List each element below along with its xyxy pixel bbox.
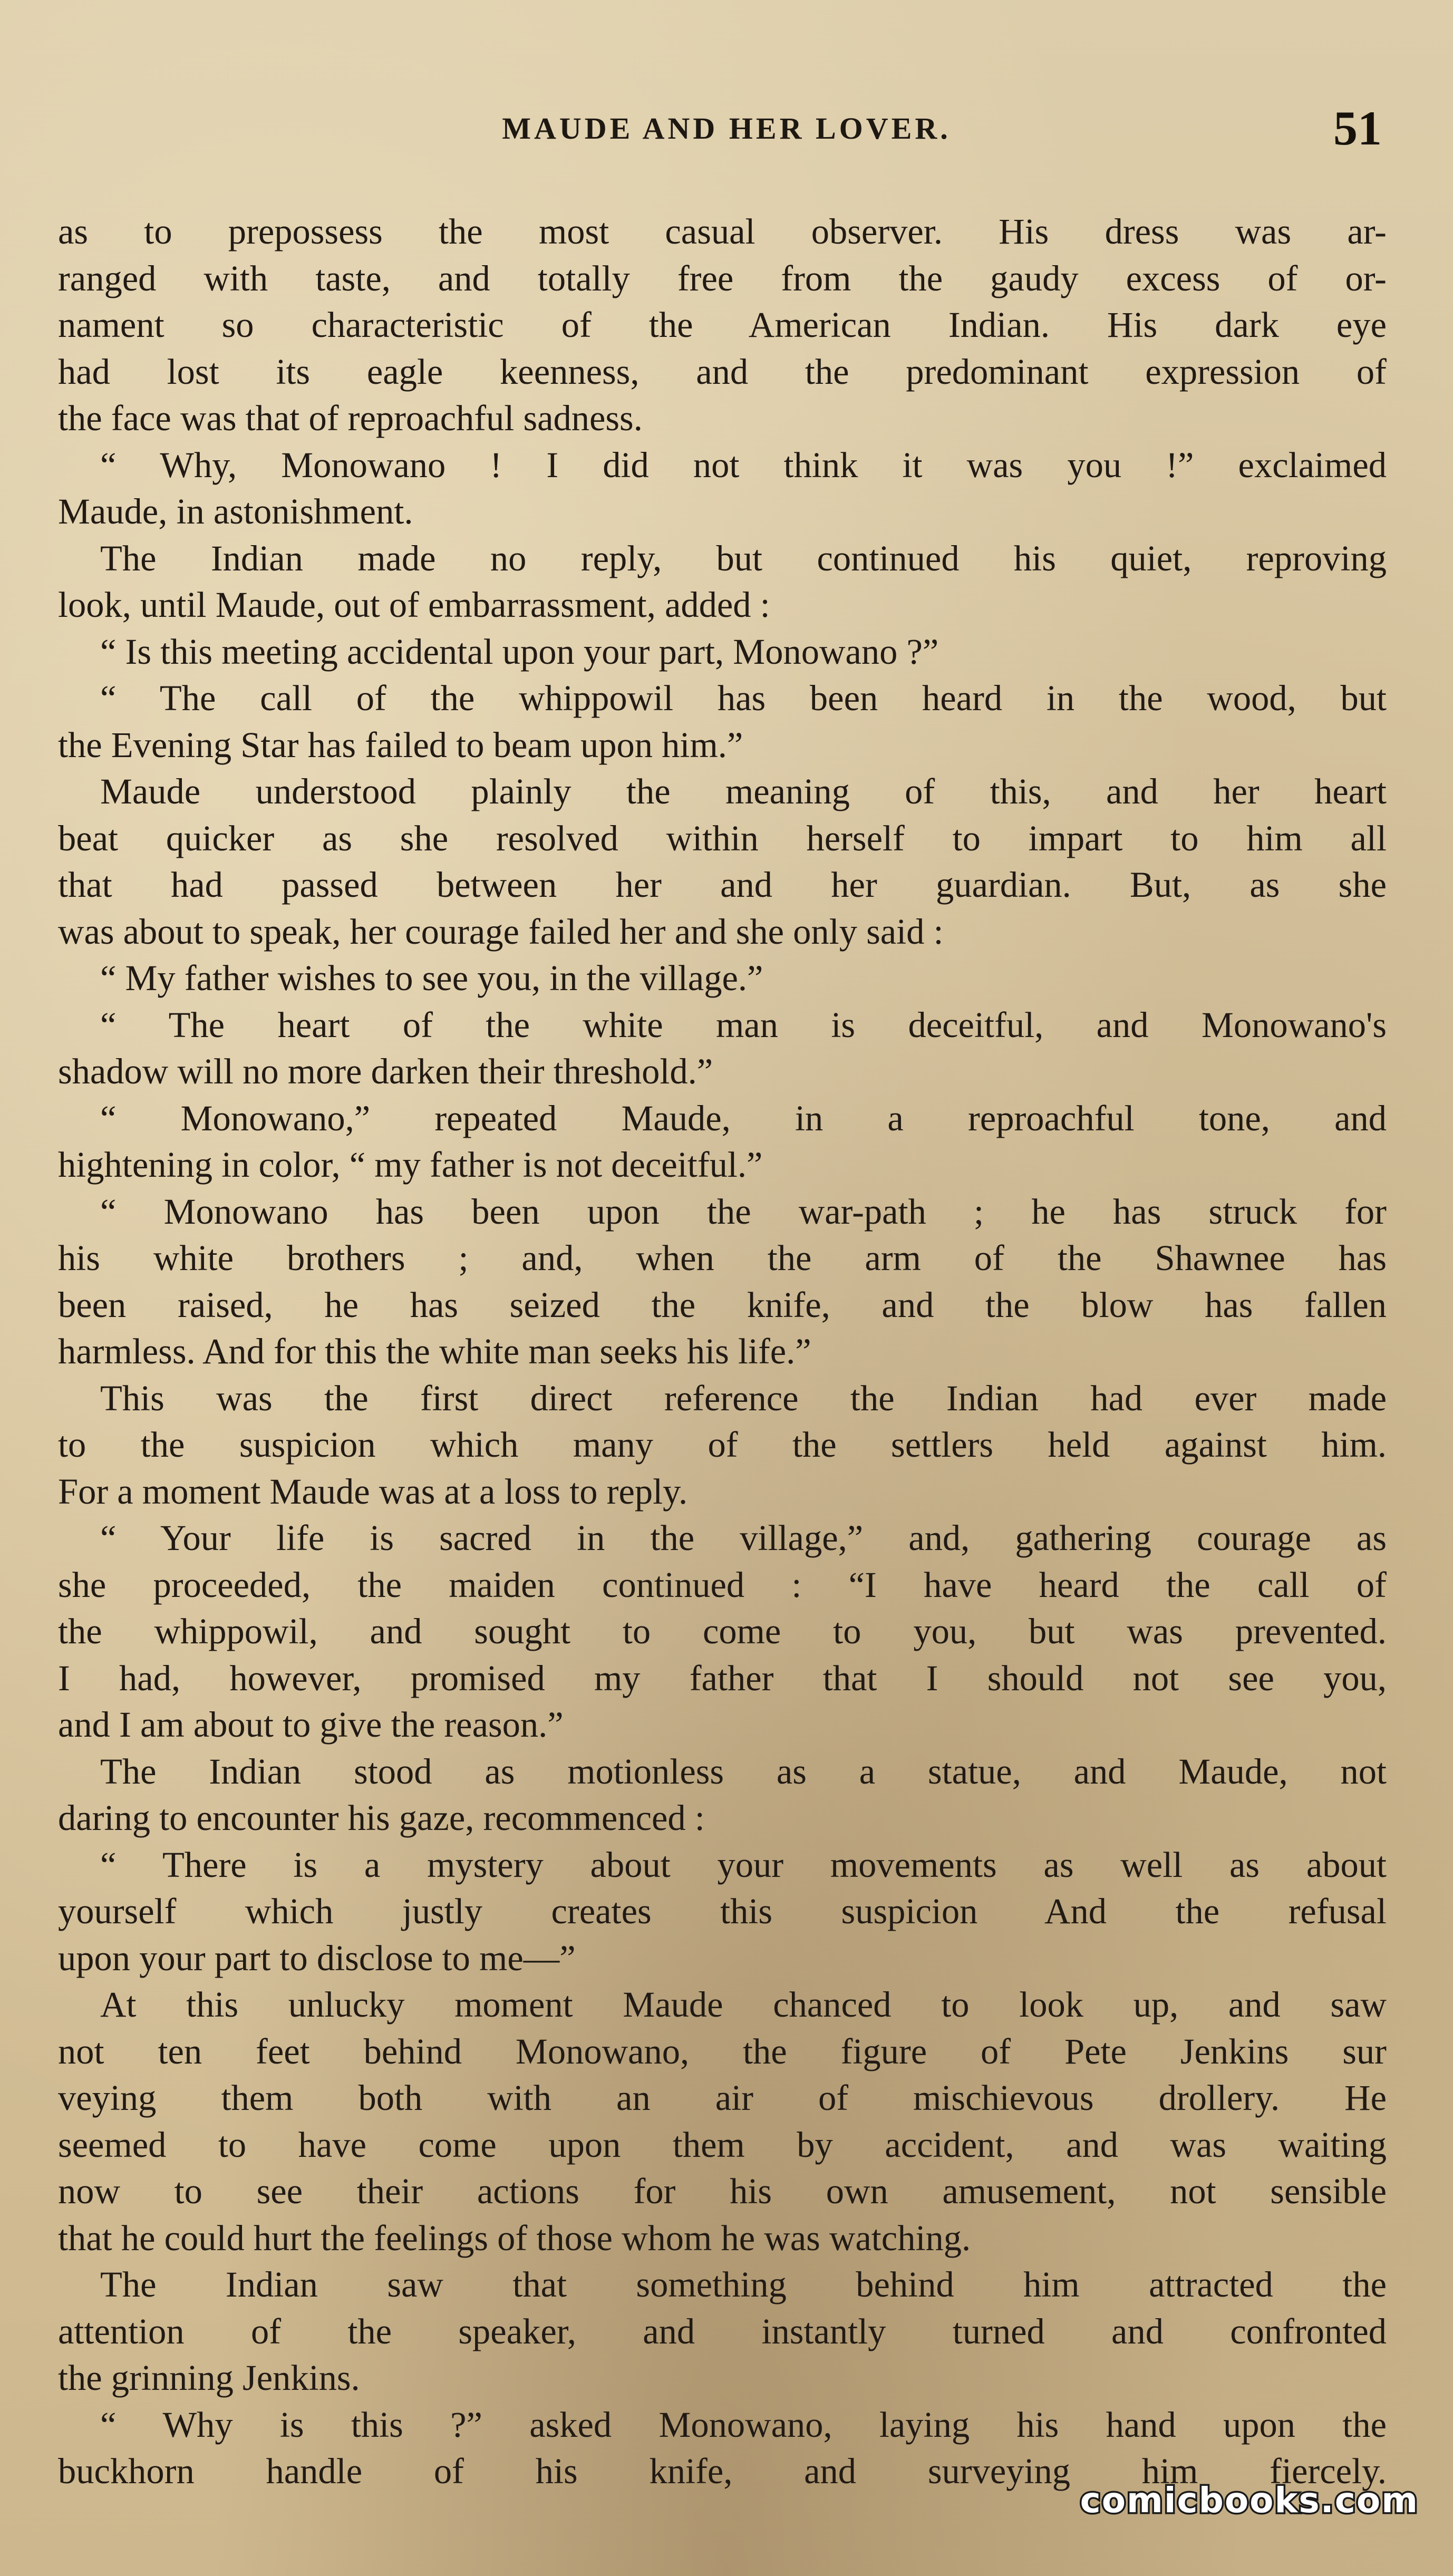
body-text (58, 208, 1387, 2495)
text-line: was about to speak, her courage failed her and she only said : (58, 911, 944, 952)
page-header (0, 95, 1453, 158)
text-line: “ Is this meeting accidental upon your part, Monowano ?” (100, 631, 939, 672)
text-line: “ The call of the whippowil has been heard in the wood, but (100, 678, 1387, 718)
text-line: “ Monowano,” repeated Maude, in a reproachful tone, and (100, 1098, 1387, 1138)
text-line: the face was that of reproachful sadness. (58, 398, 643, 438)
text-line: as to prepossess the most casual observer. His dress was ar- (58, 211, 1387, 251)
text-line: had lost its eagle keenness, and the predominant expression of (58, 351, 1387, 392)
text-line: attention of the speaker, and instantly turned and confronted (58, 2311, 1387, 2351)
text-line: Maude understood plainly the meaning of this, and her heart (100, 771, 1387, 811)
text-line: yourself which justly creates this suspicion And the refusal (58, 1891, 1387, 1931)
text-line: I had, however, promised my father that I should not see you, (58, 1658, 1387, 1698)
text-line: ranged with taste, and totally free from the gaudy excess of or- (58, 258, 1387, 298)
text-line: that had passed between her and her guardian. But, as she (58, 865, 1387, 905)
text-line: upon your part to disclose to me—” (58, 1938, 576, 1978)
text-line: The Indian stood as motionless as a statue, and Maude, not (100, 1751, 1387, 1791)
text-line: been raised, he has seized the knife, and the blow has fallen (58, 1284, 1387, 1325)
text-line: nament so characteristic of the American Indian. His dark eye (58, 305, 1387, 345)
running-head: MAUDE AND HER LOVER. (502, 111, 951, 146)
text-line: veying them both with an air of mischievous drollery. He (58, 2078, 1387, 2118)
text-line: she proceeded, the maiden continued : “I have heard the call of (58, 1564, 1387, 1605)
text-line: his white brothers ; and, when the arm of the Shawnee has (58, 1238, 1387, 1278)
text-line: look, until Maude, out of embarrassment, added : (58, 585, 770, 625)
text-line: seemed to have come upon them by accident, and was waiting (58, 2124, 1387, 2165)
text-line: not ten feet behind Monowano, the figure of Pete Jenkins sur (58, 2031, 1387, 2071)
text-line: The Indian saw that something behind him attracted the (100, 2264, 1387, 2304)
text-line: “ My father wishes to see you, in the village.” (100, 958, 763, 998)
text-line: “ Why is this ?” asked Monowano, laying his hand upon the (100, 2404, 1387, 2445)
text-line: and I am about to give the reason.” (58, 1705, 564, 1745)
page-number: 51 (1333, 101, 1382, 155)
text-line: This was the first direct reference the Indian had ever made (100, 1378, 1387, 1418)
text-line: daring to encounter his gaze, recommenced : (58, 1798, 705, 1838)
text-line: now to see their actions for his own amusement, not sensible (58, 2171, 1387, 2211)
text-line: the whippowil, and sought to come to you, but was prevented. (58, 1611, 1387, 1651)
text-line: “ There is a mystery about your movements as well as about (100, 1844, 1387, 1885)
text-line: harmless. And for this the white man seeks his life.” (58, 1331, 811, 1371)
text-line: The Indian made no reply, but continued his quiet, reproving (100, 538, 1387, 578)
text-line: “ Why, Monowano ! I did not think it was you !” exclaimed (100, 444, 1387, 485)
text-line: beat quicker as she resolved within herself to impart to him all (58, 818, 1387, 858)
text-line: the grinning Jenkins. (58, 2358, 360, 2398)
text-line: “ The heart of the white man is deceitful, and Monowano's (100, 1004, 1387, 1045)
text-line: shadow will no more darken their threshold.” (58, 1051, 713, 1091)
text-line: At this unlucky moment Maude chanced to look up, and saw (100, 1984, 1387, 2025)
text-line: Maude, in astonishment. (58, 491, 413, 531)
text-line: to the suspicion which many of the settlers held against him. (58, 1425, 1387, 1465)
text-line: the Evening Star has failed to beam upon him.” (58, 724, 743, 765)
text-line: buckhorn handle of his knife, and surveying him fiercely. (58, 2451, 1387, 2491)
text-line: that he could hurt the feelings of those whom he was watching. (58, 2217, 971, 2258)
text-line: For a moment Maude was at a loss to reply. (58, 1471, 688, 1512)
text-line: hightening in color, “ my father is not deceitful.” (58, 1145, 763, 1185)
text-line: “ Monowano has been upon the war-path ; he has struck for (100, 1191, 1387, 1232)
text-line: “ Your life is sacred in the village,” and, gathering courage as (100, 1518, 1387, 1558)
watermark: comicbooks.com (1080, 2480, 1419, 2521)
